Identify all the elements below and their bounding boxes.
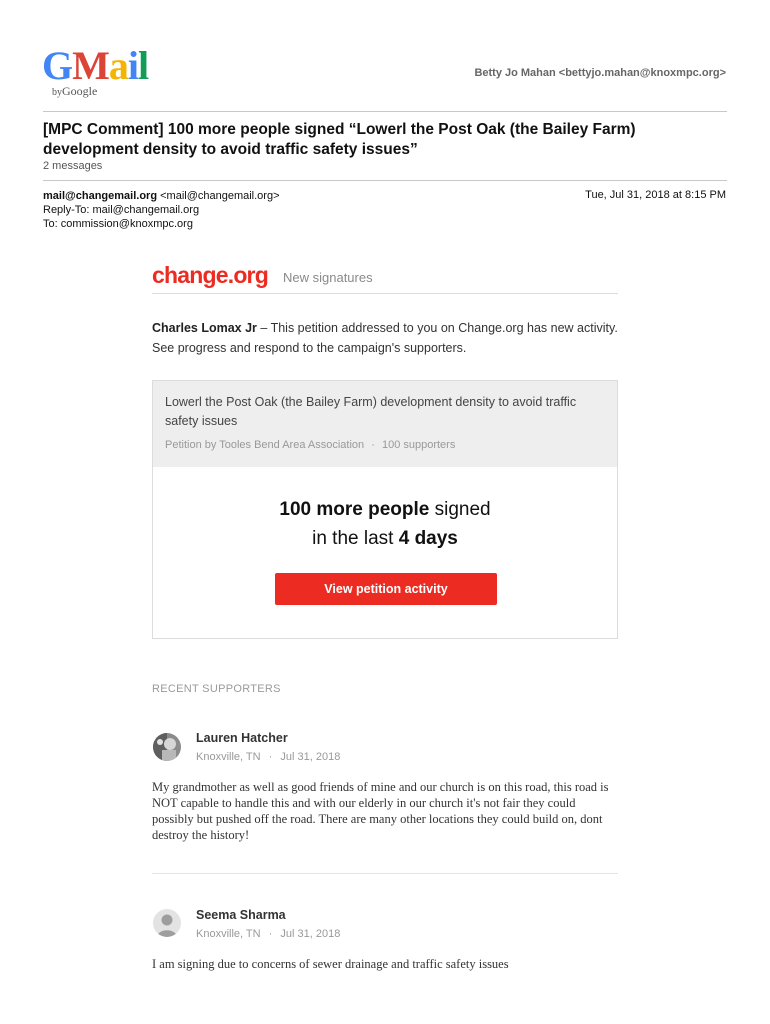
petition-card xyxy=(152,380,618,639)
message-date: Tue, Jul 31, 2018 at 8:15 PM xyxy=(585,189,726,201)
to-line: To: commission@knoxmpc.org xyxy=(43,218,193,230)
supporter-count: 100 supporters xyxy=(381,439,456,451)
intro-text: – This petition addressed to you on Change.org has new activity. See progress and respond to the campaign's supporters. xyxy=(152,321,618,355)
supporter-name: Lauren Hatcher xyxy=(196,731,288,745)
subject-divider xyxy=(43,180,727,181)
meta-separator: · xyxy=(268,928,273,940)
supporter-date: Jul 31, 2018 xyxy=(280,751,341,763)
message-count: 2 messages xyxy=(43,160,103,172)
change-org-logo[interactable]: change.org xyxy=(152,262,268,288)
supporter-comment: My grandmother as well as good friends of mine and our church is on this road, this road is NOT capable to handle this and with our elderly in our church it's not fair they could possibly but pushed off the road. There are many other locations they could build on, dont destroy the history! xyxy=(152,780,609,842)
supporter-meta xyxy=(196,751,340,763)
petition-card-header xyxy=(153,381,617,467)
supporter-location: Knoxville, TN xyxy=(196,928,261,940)
supporter-meta xyxy=(196,928,340,940)
headline-line-1 xyxy=(153,499,617,521)
intro-paragraph xyxy=(152,318,618,358)
reply-to-line: Reply-To: mail@changemail.org xyxy=(43,204,200,216)
sender-address: <mail@changemail.org> xyxy=(160,190,280,202)
gmail-logo-wordmark: GMail xyxy=(42,43,149,88)
account-address: Betty Jo Mahan <bettyjo.mahan@knoxmpc.org> xyxy=(474,67,726,79)
supporter-name: Seema Sharma xyxy=(196,908,286,922)
byline-separator: · xyxy=(371,439,375,451)
supporter-location: Knoxville, TN xyxy=(196,751,261,763)
gmail-logo xyxy=(42,44,172,100)
intro-name: Charles Lomax Jr xyxy=(152,321,257,335)
headline-line-2 xyxy=(153,528,617,550)
gmail-logo-by-google: byGoogle xyxy=(52,84,98,98)
supporter-avatar xyxy=(153,733,181,761)
headline-line2-bold: 4 days xyxy=(398,528,458,549)
supporter-avatar xyxy=(153,909,181,937)
supporter-comment: I am signing due to concerns of sewer drainage and traffic safety issues xyxy=(152,957,509,971)
thread-subject: [MPC Comment] 100 more people signed “Lowerl the Post Oak (the Bailey Farm) development density to avoid traffic safety issues” xyxy=(43,121,636,158)
meta-separator: · xyxy=(268,751,273,763)
view-petition-activity-button[interactable]: View petition activity xyxy=(275,573,497,605)
supporter-date: Jul 31, 2018 xyxy=(280,928,341,940)
headline-rest: signed xyxy=(429,499,491,520)
header-divider xyxy=(43,111,727,112)
recent-supporters-heading: RECENT SUPPORTERS xyxy=(152,683,281,695)
default-user-avatar-icon xyxy=(153,909,181,937)
petition-title[interactable]: Lowerl the Post Oak (the Bailey Farm) development density to avoid traffic safety issues xyxy=(165,395,577,428)
headline-line2-text: in the last xyxy=(312,528,399,549)
email-tagline: New signatures xyxy=(283,270,373,285)
petition-byline xyxy=(165,439,455,451)
petition-author: Petition by Tooles Bend Area Association xyxy=(165,439,365,451)
headline-bold: 100 more people xyxy=(279,499,430,520)
sender-line xyxy=(43,189,280,203)
supporter-divider xyxy=(152,873,618,874)
photo-avatar-icon xyxy=(153,733,181,761)
sender-name[interactable]: mail@changemail.org xyxy=(43,190,158,202)
brand-divider xyxy=(152,293,618,294)
